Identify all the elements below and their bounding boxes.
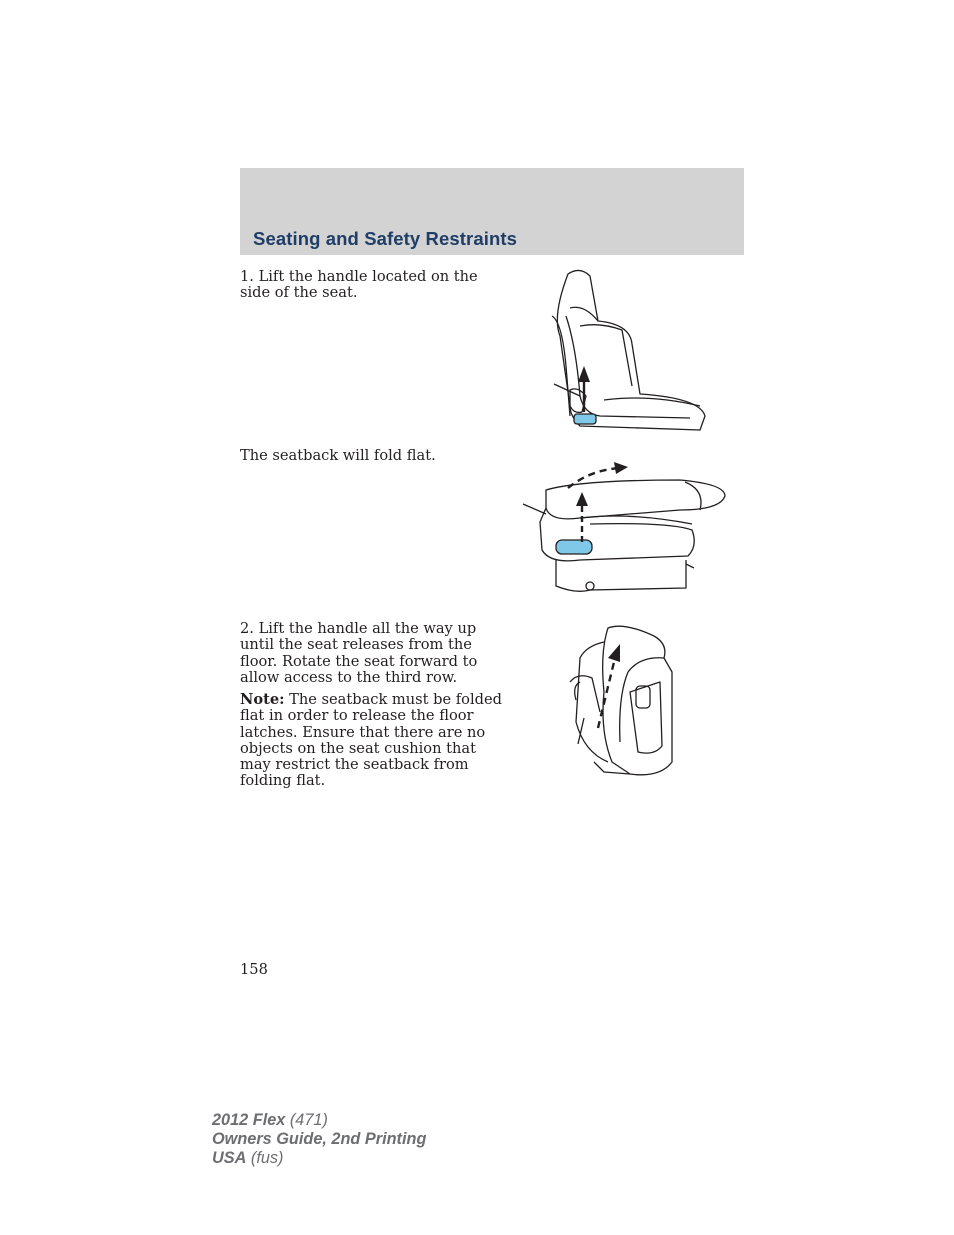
note-label: Note: [240, 691, 285, 708]
footer [212, 1111, 426, 1168]
footer-guide-line: Owners Guide, 2nd Printing [212, 1130, 427, 1148]
page-number: 158 [240, 961, 268, 978]
footer-model-line: 2012 Flex (471) [212, 1111, 328, 1129]
section-title: Seating and Safety Restraints [253, 228, 518, 249]
note-paragraph [240, 692, 502, 790]
seat-rotated-forward-illustration [564, 622, 684, 780]
step-1-text: 1. Lift the handle located on the side of the seat. [240, 268, 478, 302]
seat-handle-illustration [540, 266, 710, 438]
seatback-folded-illustration [520, 460, 730, 600]
note-text: The seatback must be folded flat in order to release the floor latches. Ensure that there are no objects on the seat cushion that may restrict the seatback from folding flat. [240, 691, 502, 790]
footer-region-line: USA (fus) [212, 1149, 284, 1167]
seatback-fold-text: The seatback will fold flat. [240, 447, 436, 464]
step-2-text: 2. Lift the handle all the way up until the seat releases from the floor. Rotate the seat forward to allow access to the third row. [240, 620, 478, 686]
header-band [240, 168, 744, 255]
